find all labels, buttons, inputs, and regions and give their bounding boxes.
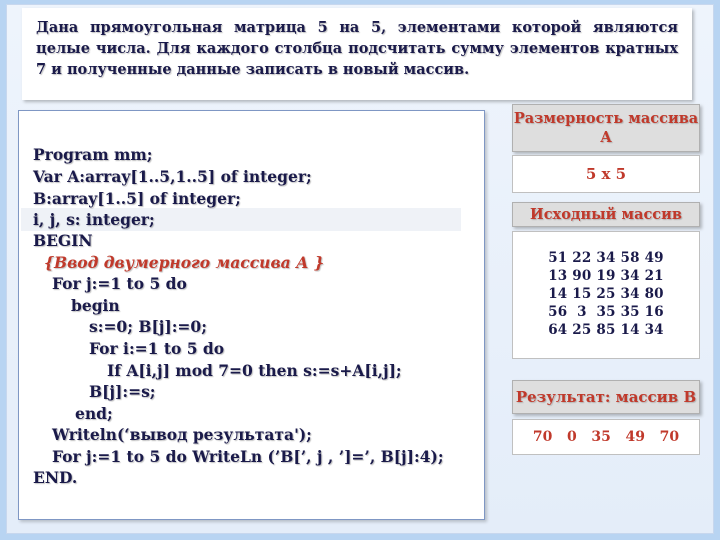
result-label: Результат: массив В <box>512 380 700 414</box>
code-line: END. <box>33 468 78 487</box>
matrix-row: 51 22 34 58 49 <box>548 250 664 266</box>
code-line: If A[i,j] mod 7=0 then s:=s+A[i,j]; <box>107 361 402 380</box>
result-values: 70 0 35 49 70 <box>512 419 700 455</box>
code-panel <box>18 110 485 520</box>
code-line: i, j, s: integer; <box>33 210 155 229</box>
code-line: B[j]:=s; <box>89 382 156 401</box>
code-line: BEGIN <box>33 231 93 250</box>
code-line: For j:=1 to 5 do <box>52 274 187 293</box>
size-label: Размерность массива А <box>512 104 700 152</box>
matrix-row: 64 25 85 14 34 <box>548 322 664 338</box>
code-line: For i:=1 to 5 do <box>89 339 225 358</box>
source-matrix <box>512 231 700 359</box>
code-line: Writeln(‘вывод результата'); <box>52 425 312 444</box>
code-comment: {Ввод двумерного массива А } <box>44 253 325 272</box>
task-statement: Дана прямоугольная матрица 5 на 5, элементами которой являются целые числа. Для каждого столбца подсчитать сумму элементов кратных 7 и полученные данные записать в новый массив. <box>22 8 692 100</box>
code-line: end; <box>75 404 113 423</box>
code-line: begin <box>71 296 120 315</box>
size-value: 5 x 5 <box>512 155 700 193</box>
source-array-label: Исходный массив <box>512 202 700 227</box>
code-line: B:array[1..5] of integer; <box>33 189 241 208</box>
matrix-row: 56 3 35 35 16 <box>548 304 664 320</box>
matrix-row: 14 15 25 34 80 <box>548 286 664 302</box>
matrix-row: 13 90 19 34 21 <box>548 268 664 284</box>
code-line: Program mm; <box>33 145 153 164</box>
code-line: s:=0; B[j]:=0; <box>89 317 207 336</box>
code-line: For j:=1 to 5 do WriteLn (’B[’, j , ’]=’, B[j]:4); <box>52 447 444 466</box>
code-line: Var A:array[1..5,1..5] of integer; <box>33 167 312 186</box>
